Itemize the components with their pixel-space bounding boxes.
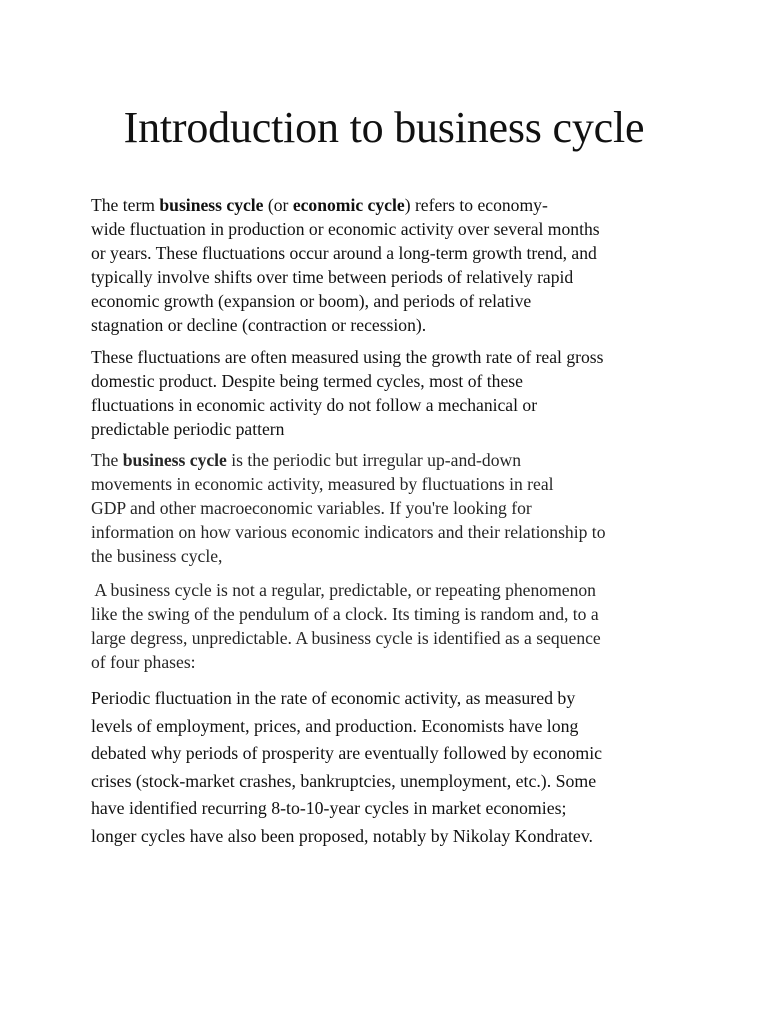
text-line: wide fluctuation in production or economic activity over several months: [91, 219, 600, 239]
text-line: typically involve shifts over time between periods of relatively rapid: [91, 267, 574, 287]
text-run: (or: [263, 195, 293, 215]
text-run: The term: [91, 195, 160, 215]
text-line: have identified recurring 8-to-10-year cycles in market economies;: [91, 798, 567, 818]
text-line: or years. These fluctuations occur around a long-term growth trend, and: [91, 243, 597, 263]
text-run: ) refers to economy-: [404, 195, 548, 215]
text-line: longer cycles have also been proposed, notably by Nikolay Kondratev.: [91, 825, 594, 846]
text-line: domestic product. Despite being termed cycles, most of these: [91, 371, 523, 391]
page-title: Introduction to business cycle: [123, 103, 645, 152]
text-line: fluctuations in economic activity do not follow a mechanical or: [91, 395, 538, 415]
text-line: of four phases:: [91, 652, 196, 672]
paragraph-irregular: [91, 578, 691, 674]
text-line: [91, 448, 691, 472]
bold-term-business-cycle: business cycle: [122, 450, 227, 470]
text-line: the business cycle,: [91, 546, 223, 566]
text-line: like the swing of the pendulum of a clock. Its timing is random and, to a: [91, 604, 599, 624]
text-line: crises (stock-market crashes, bankruptcies, unemployment, etc.). Some: [91, 770, 597, 791]
text-line: GDP and other macroeconomic variables. If you're looking for: [91, 498, 532, 518]
text-line: debated why periods of prosperity are eventually followed by economic: [91, 743, 603, 763]
text-line: information on how various economic indicators and their relationship to: [91, 522, 606, 542]
paragraph-periodic: [91, 448, 691, 568]
text-line: [91, 193, 691, 217]
paragraph-fluctuation: [91, 685, 691, 850]
text-run: is the periodic but irregular up-and-down: [226, 450, 521, 470]
text-line: These fluctuations are often measured using the growth rate of real gross: [91, 347, 604, 367]
paragraph-measurement: [91, 345, 691, 441]
paragraph-definition: [91, 193, 691, 337]
text-line: stagnation or decline (contraction or recession).: [91, 315, 427, 335]
text-run: The: [91, 450, 123, 470]
bold-term-economic-cycle: economic cycle: [292, 195, 405, 215]
text-line: Periodic fluctuation in the rate of economic activity, as measured by: [91, 688, 576, 708]
text-line: movements in economic activity, measured by fluctuations in real: [91, 474, 554, 494]
text-line: economic growth (expansion or boom), and periods of relative: [91, 291, 532, 311]
text-line: predictable periodic pattern: [91, 419, 285, 439]
text-line: large degress, unpredictable. A business cycle is identified as a sequence: [91, 628, 601, 648]
text-line: A business cycle is not a regular, predictable, or repeating phenomenon: [91, 580, 596, 600]
text-line: levels of employment, prices, and production. Economists have long: [91, 715, 579, 736]
bold-term-business-cycle: business cycle: [159, 195, 264, 215]
